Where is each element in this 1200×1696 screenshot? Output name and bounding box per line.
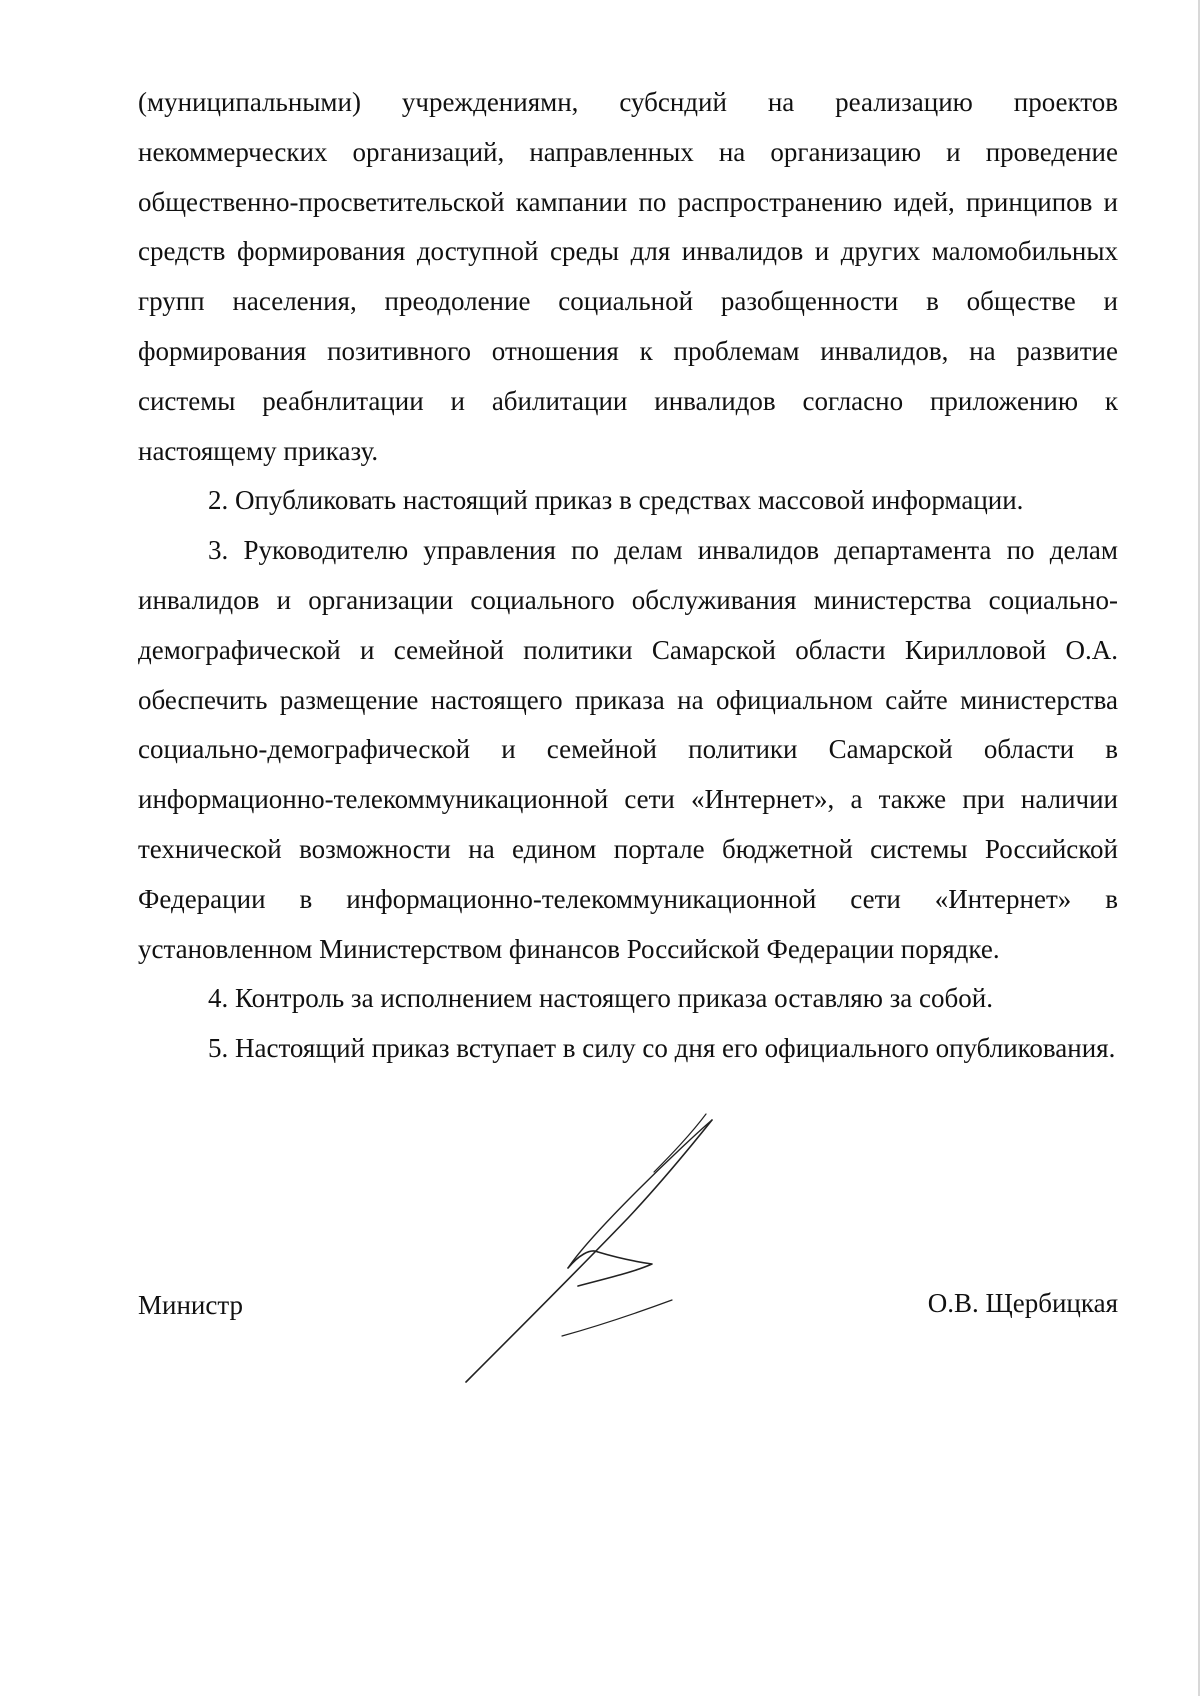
handwritten-signature-icon	[458, 1090, 738, 1390]
paragraph-item-2: 2. Опубликовать настоящий приказ в средствах массовой информации.	[208, 485, 1024, 516]
signatory-title: Министр	[138, 1290, 243, 1320]
document-body	[138, 78, 1118, 1074]
signature-block	[138, 1090, 1118, 1410]
paragraph-continuation: (муниципальными) учреждениямн, субсндий на реализацию проектов некоммерческих организаций, направленных на организацию и проведение общественно-просветительской кампании по распространению идей, принципов и средств формирования доступной среды для инвалидов и других маломобильных групп населения, преодоление социальной разобщенности в обществе и формирования позитивного отношения к проблемам инвалидов, на развитие системы реабнлитации и абилитации инвалидов согласно приложению к настоящему приказу.	[138, 87, 1118, 466]
paragraph-item-4: 4. Контроль за исполнением настоящего приказа оставляю за собой.	[208, 983, 993, 1014]
signatory-name: О.В. Щербицкая	[927, 1288, 1118, 1318]
paragraph-item-5: 5. Настоящий приказ вступает в силу со дня его официального опубликования.	[208, 1033, 1116, 1064]
paragraph-item-3: 3. Руководителю управления по делам инвалидов департамента по делам инвалидов и организации социального обслуживания министерства социально-демографической и семейной политики Самарской области Кирилловой О.А. обеспечить размещение настоящего приказа на официальном сайте министерства социально-демографической и семейной политики Самарской области в информационно-телекоммуникационной сети «Интернет», а также при наличии технической возможности на едином портале бюджетной системы Российской Федерации в информационно-телекоммуникационной сети «Интернет» в установленном Министерством финансов Российской Федерации порядке.	[138, 535, 1118, 964]
